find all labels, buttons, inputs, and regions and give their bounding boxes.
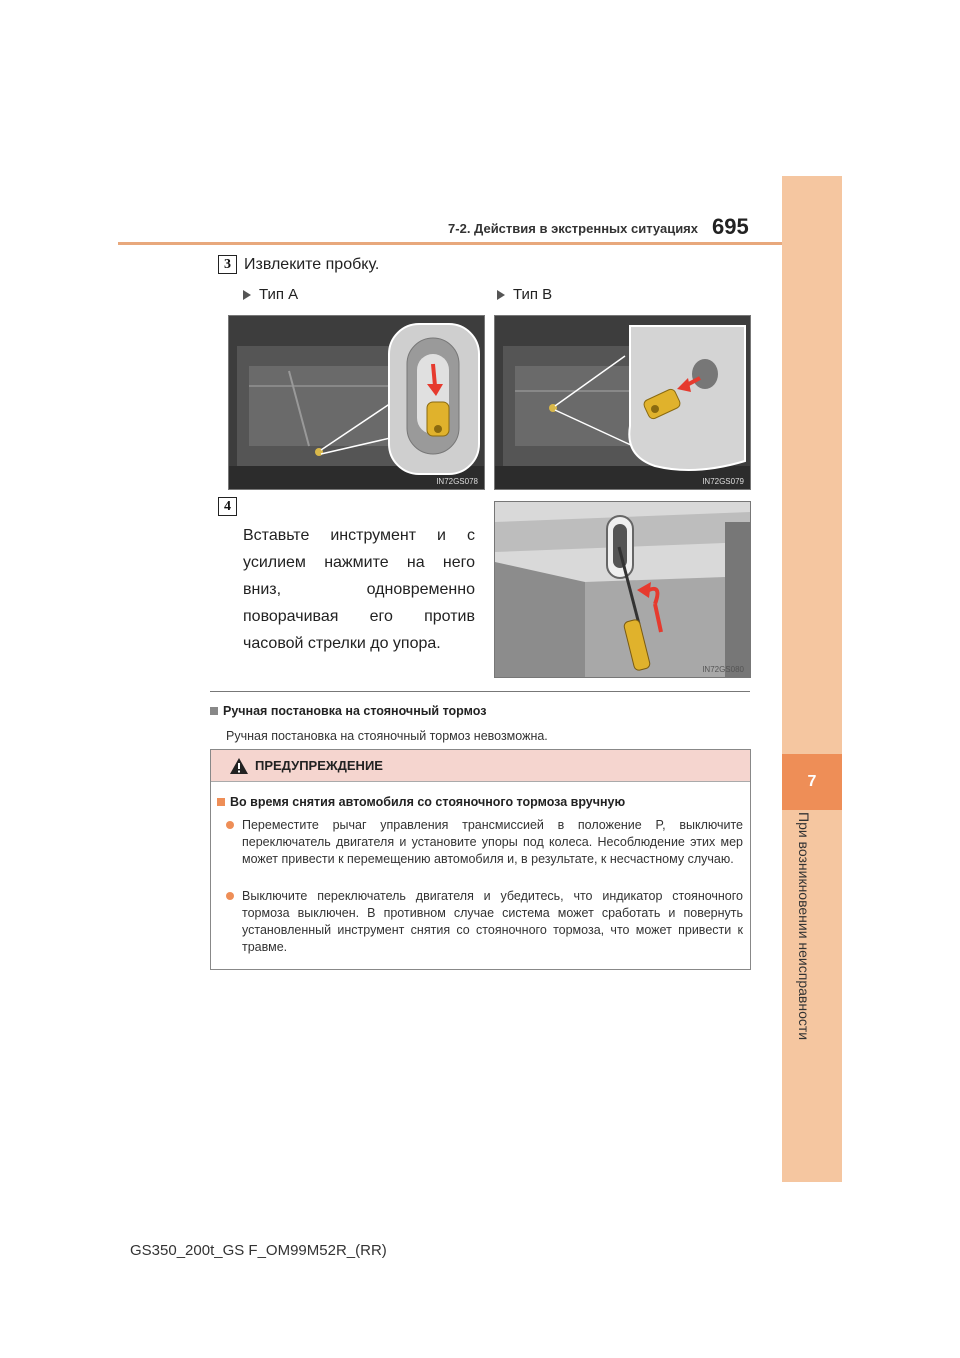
tool-insertion-photo	[494, 501, 751, 678]
warning-header	[211, 750, 750, 782]
footer-model-code: GS350_200t_GS F_OM99M52R_(RR)	[130, 1242, 387, 1259]
section-title: 7-2. Действия в экстренных ситуациях	[448, 221, 698, 236]
header-rule	[118, 242, 782, 245]
trunk-photo-type-a	[228, 315, 485, 490]
note-title-text: Ручная постановка на стояночный тормоз	[223, 704, 487, 718]
note-title	[210, 704, 486, 718]
bullet-dot-icon	[226, 892, 234, 900]
type-a-text: Тип A	[259, 286, 299, 303]
section-divider	[210, 691, 750, 692]
step-3-badge: 3	[218, 255, 237, 274]
warning-bullet-1-text: Переместите рычаг управления трансмиссией в положение P, выключите переключатель двигателя и установите упоры под колеса. Несоблюдение этих мер может привести к перемещению автомобиля и, в результате, к несчастному случаю.	[242, 818, 743, 866]
type-b-label	[497, 286, 552, 303]
page-number: 695	[712, 214, 749, 239]
type-b-text: Тип B	[513, 286, 553, 303]
chapter-title-vertical	[796, 812, 820, 1041]
warning-heading: ПРЕДУПРЕЖДЕНИЕ	[255, 758, 383, 773]
step-4-badge: 4	[218, 497, 237, 516]
trunk-illustration-b	[495, 316, 750, 489]
image-code-step4: IN72GS080	[702, 665, 744, 674]
warning-subheading-text: Во время снятия автомобиля со стояночного тормоза вручную	[230, 795, 626, 809]
warning-bullet-2-text: Выключите переключатель двигателя и убедитесь, что индикатор стояночного тормоза выключен. В противном случае система может сработать и повернуть установленный инструмент снятия со стояночного тормоза, что может привести к травме.	[242, 889, 743, 954]
note-body: Ручная постановка на стояночный тормоз невозможна.	[226, 729, 548, 743]
chapter-number: 7	[807, 773, 817, 790]
tool-insertion-illustration	[495, 502, 750, 677]
warning-bullet-1	[226, 817, 744, 887]
warning-box	[210, 749, 751, 970]
warning-bullet-2	[226, 888, 744, 958]
trunk-photo-type-b	[494, 315, 751, 490]
trunk-illustration-a	[229, 316, 484, 489]
chapter-number-box	[782, 754, 842, 810]
image-code-a: IN72GS078	[436, 477, 478, 486]
warning-subheading	[217, 795, 625, 809]
square-bullet-icon	[210, 707, 218, 715]
image-code-b: IN72GS079	[702, 477, 744, 486]
warning-triangle-icon	[229, 757, 249, 775]
bullet-dot-icon	[226, 821, 234, 829]
square-bullet-icon	[217, 798, 225, 806]
triangle-bullet-icon	[497, 290, 505, 300]
step-3-text: Извлеките пробку.	[244, 256, 380, 273]
triangle-bullet-icon	[243, 290, 251, 300]
step-4-text: Вставьте инструмент и с усилием нажмите на него вниз, одновременно поворачивая его против часовой стрелки до упора.	[243, 527, 475, 652]
type-a-label	[243, 286, 298, 303]
chapter-title: При возникновении неисправности	[796, 812, 812, 1041]
